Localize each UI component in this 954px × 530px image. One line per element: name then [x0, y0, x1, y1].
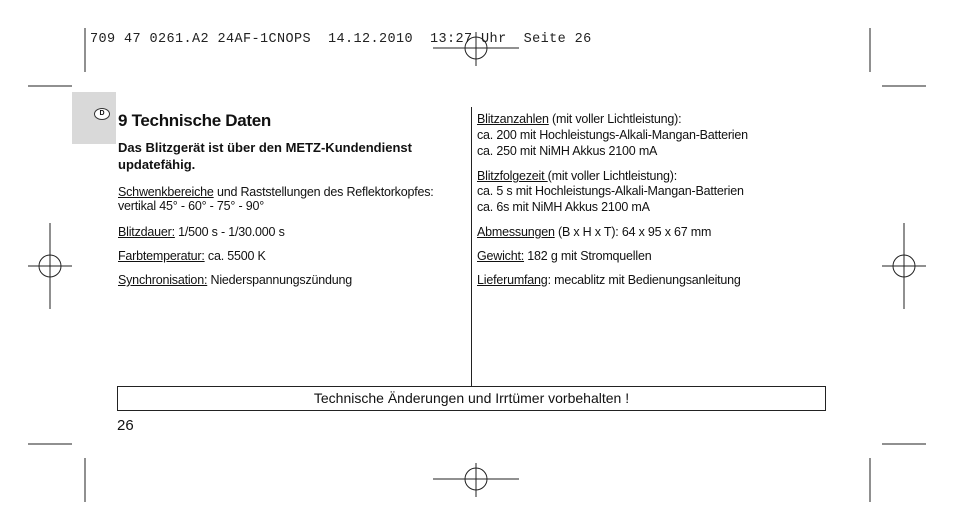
spec-label: Farbtemperatur: — [118, 249, 205, 263]
spec-value: (B x H x T): 64 x 95 x 67 mm — [554, 225, 712, 239]
spec-swivel-values: vertikal 45° - 60° - 75° - 90° — [118, 199, 265, 213]
spec-label: Blitzanzahlen — [477, 112, 549, 126]
spec-sync — [118, 273, 352, 288]
spec-scope-of-delivery — [477, 273, 741, 288]
spec-label: Synchronisation: — [118, 273, 208, 287]
spec-value: ca. 5500 K — [204, 249, 266, 263]
spec-text: und Raststellungen des Reflektorkopfes: — [213, 185, 434, 199]
registration-mark-bottom — [433, 463, 519, 497]
service-notice: Das Blitzgerät ist über den METZ-Kundendienst updatefähig. — [118, 140, 412, 172]
spec-flash-count — [477, 112, 681, 127]
spec-label: Abmessungen — [477, 225, 555, 239]
spec-line: ca. 5 s mit Hochleistungs-Alkali-Mangan-Batterien — [477, 184, 744, 198]
disclaimer-box: Technische Änderungen und Irrtümer vorbehalten ! — [117, 386, 826, 411]
registration-mark-left — [28, 223, 72, 309]
spec-value: : mecablitz mit Bedienungsanleitung — [547, 273, 741, 287]
spec-label: Gewicht: — [477, 249, 525, 263]
spec-swivel — [118, 185, 434, 200]
spec-value: 182 g mit Stromquellen — [524, 249, 652, 263]
spec-label: Schwenkbereiche — [118, 185, 214, 199]
spec-label: Blitzdauer: — [118, 225, 175, 239]
spec-line: ca. 6s mit NiMH Akkus 2100 mA — [477, 200, 650, 214]
spec-label: Blitzfolgezeit — [477, 169, 548, 183]
section-title: 9 Technische Daten — [118, 111, 272, 130]
spec-weight — [477, 249, 651, 264]
spec-line: ca. 250 mit NiMH Akkus 2100 mA — [477, 144, 658, 158]
spec-text: (mit voller Lichtleistung): — [548, 112, 682, 126]
spec-label: Lieferumfang — [477, 273, 548, 287]
print-header: 709 47 0261.A2 24AF-1CNOPS 14.12.2010 13:27 Uhr Seite 26 — [90, 32, 592, 47]
spec-line: ca. 200 mit Hochleistungs-Alkali-Mangan-Batterien — [477, 128, 748, 142]
registration-mark-right — [882, 223, 926, 309]
spec-flash-duration — [118, 225, 285, 240]
spec-recycle-time — [477, 169, 677, 184]
page-number: 26 — [117, 417, 134, 434]
language-badge: D — [94, 108, 110, 120]
spec-text: (mit voller Lichtleistung): — [547, 169, 678, 183]
column-divider — [471, 107, 472, 387]
language-tab — [72, 92, 116, 144]
spec-value: 1/500 s - 1/30.000 s — [174, 225, 285, 239]
spec-value: Niederspannungszündung — [207, 273, 353, 287]
spec-color-temp — [118, 249, 266, 264]
spec-dimensions — [477, 225, 711, 240]
